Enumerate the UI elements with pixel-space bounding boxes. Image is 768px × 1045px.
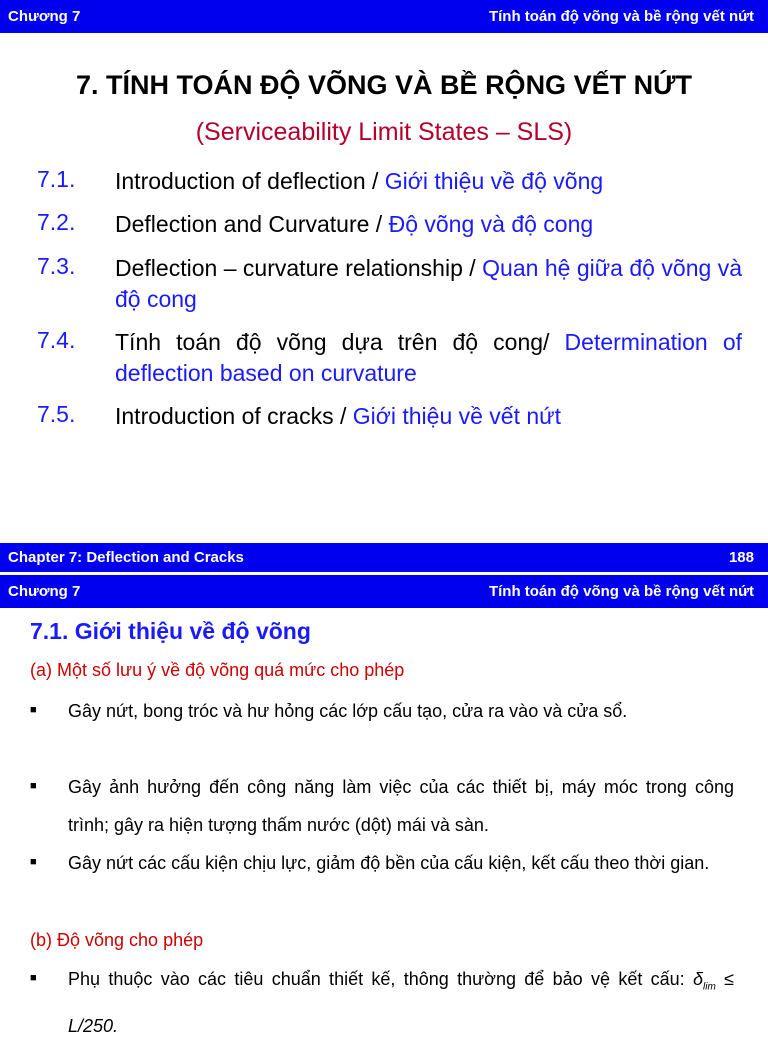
section-title: 7.1. Giới thiệu về độ võng	[30, 618, 311, 644]
toc-number: 7.5.	[37, 401, 76, 427]
slide2-header-chapter: Chương 7	[8, 583, 81, 600]
subheading-b: (b) Độ võng cho phép	[30, 930, 204, 950]
slide2-header-bar	[0, 575, 768, 608]
toc-number: 7.2.	[37, 209, 76, 235]
slide1-header-bar	[0, 0, 768, 33]
toc-text: Introduction of cracks / Giới thiệu về vết nứt	[115, 403, 561, 429]
deflection-limit-formula: $\delta_{lim} \le L/250$.	[68, 969, 734, 1036]
toc-number: 7.3.	[37, 253, 76, 279]
bullet-square-icon: ■	[30, 856, 37, 868]
subheading-a: (a) Một số lưu ý về độ võng quá mức cho phép	[30, 660, 405, 680]
toc-text: Deflection and Curvature / Độ võng và độ cong	[115, 211, 594, 237]
slide1-title: 7. TÍNH TOÁN ĐỘ VÕNG VÀ BỀ RỘNG VẾT NỨT	[76, 70, 692, 100]
bullet-text: Gây nứt, bong tróc và hư hỏng các lớp cấu tạo, cửa ra vào và cửa sổ.	[68, 701, 628, 721]
slide2-header-topic: Tính toán độ võng và bề rộng vết nứt	[488, 583, 754, 600]
slide1-header-topic: Tính toán độ võng và bề rộng vết nứt	[488, 8, 754, 25]
toc-text: Introduction of deflection / Giới thiệu về độ võng	[115, 168, 604, 194]
slide1-subtitle: (Serviceability Limit States – SLS)	[195, 118, 573, 146]
bullet-text: Gây ảnh hưởng đến công năng làm việc của các thiết bị, máy móc trong công trình; gây ra hiện tượng thấm nước (dột) mái và sàn.	[68, 777, 734, 835]
slide1-footer-chapter: Chapter 7: Deflection and Cracks	[8, 549, 244, 566]
bullet-text: Phụ thuộc vào các tiêu chuẩn thiết kế, thông thường để bảo vệ kết cấu: $\delta_{lim} \le L/250$.	[68, 969, 734, 1036]
toc-text: Tính toán độ võng dựa trên độ cong/ Determination of deflection based on curvature	[115, 329, 743, 386]
toc-number: 7.1.	[37, 166, 76, 192]
slide1-header-chapter: Chương 7	[8, 8, 81, 25]
bullet-square-icon: ■	[30, 972, 37, 984]
slide1-footer-bar	[0, 543, 768, 572]
slide1-page-number: 188	[728, 549, 754, 566]
bullet-text: Gây nứt các cấu kiện chịu lực, giảm độ bền của cấu kiện, kết cấu theo thời gian.	[68, 853, 710, 873]
bullet-square-icon: ■	[30, 780, 37, 792]
toc-number: 7.4.	[37, 327, 76, 353]
toc-text: Deflection – curvature relationship / Quan hệ giữa độ võng và độ cong	[115, 255, 742, 312]
bullet-square-icon: ■	[30, 704, 37, 716]
